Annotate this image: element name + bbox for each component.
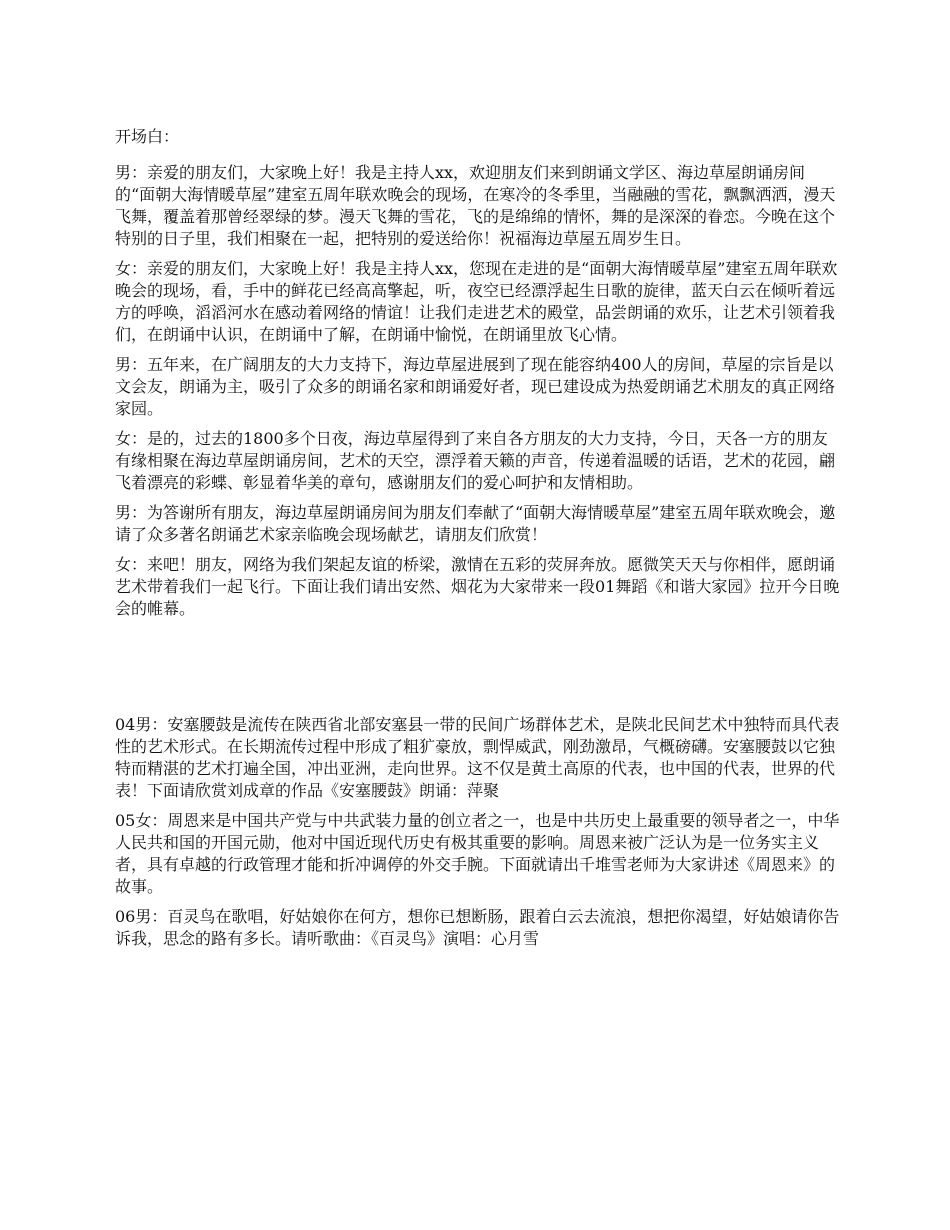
- program-paragraph-04: 04男：安塞腰鼓是流传在陕西省北部安塞县一带的民间广场群体艺术，是陕北民间艺术中独特而具代表性的艺术形式。在长期流传过程中形成了粗犷豪放，剽悍威武，刚劲激昂，气概磅礴。安塞腰鼓以它独特而精湛的艺术打遍全国，冲出亚洲，走向世界。这不仅是黄土高原的代表，也中国的代表，世界的代表！下面请欣赏刘成章的作品《安塞腰鼓》朗诵：萍聚: [115, 715, 840, 800]
- opening-paragraph-6: 女：来吧！朋友，网络为我们架起友谊的桥梁，激情在五彩的荧屏奔放。愿微笑天天与你相伴，愿朗诵艺术带着我们一起飞行。下面让我们请出安然、烟花为大家带来一段01舞蹈《和谐大家园》拉开今日晚会的帷幕。: [115, 555, 840, 618]
- opening-paragraph-1: 男：亲爱的朋友们，大家晚上好！我是主持人xx，欢迎朋友们来到朗诵文学区、海边草屋朗诵房间的“面朝大海情暖草屋”建室五周年联欢晚会的现场，在寒冷的冬季里，当融融的雪花，飘飘洒洒，漫天飞舞，覆盖着那曾经翠绿的梦。漫天飞舞的雪花，飞的是绵绵的情怀，舞的是深深的眷恋。今晚在这个特别的日子里，我们相聚在一起，把特别的爱送给你！祝福海边草屋五周岁生日。: [115, 163, 836, 248]
- opening-paragraph-3: 男：五年来，在广阔朋友的大力支持下，海边草屋进展到了现在能容纳400人的房间，草屋的宗旨是以文会友，朗诵为主，吸引了众多的朗诵名家和朗诵爱好者，现已建设成为热爱朗诵艺术朋友的真正网络家园。: [115, 355, 836, 418]
- opening-paragraph-4: 女：是的，过去的1800多个日夜，海边草屋得到了来自各方朋友的大力支持，今日，天各一方的朋友有缘相聚在海边草屋朗诵房间，艺术的天空，漂浮着天籁的声音，传递着温暖的话语，艺术的花园，翩飞着漂亮的彩蝶、彰显着华美的章句，感谢朋友们的爱心呵护和友情相助。: [115, 429, 836, 492]
- opening-paragraph-5: 男：为答谢所有朋友，海边草屋朗诵房间为朋友们奉献了“面朝大海情暖草屋”建室五周年联欢晚会，邀请了众多著名朗诵艺术家亲临晚会现场献艺，请朋友们欣赏！: [115, 503, 836, 544]
- program-paragraph-05: 05女：周恩来是中国共产党与中共武装力量的创立者之一，也是中共历史上最重要的领导者之一，中华人民共和国的开国元勋，他对中国近现代历史有极其重要的影响。周恩来被广泛认为是一位务实主义者，具有卓越的行政管理才能和折冲调停的外交手腕。下面就请出千堆雪老师为大家讲述《周恩来》的故事。: [115, 811, 840, 896]
- section-heading: 开场白：: [115, 127, 180, 146]
- document-page: [115, 118, 840, 958]
- opening-paragraph-2: 女：亲爱的朋友们，大家晚上好！我是主持人xx，您现在走进的是“面朝大海情暖草屋”建室五周年联欢晚会的现场，看，手中的鲜花已经高高擎起，听，夜空已经漂浮起生日歌的旋律，蓝天白云在倾听着远方的呼唤，滔滔河水在感动着网络的情谊！让我们走进艺术的殿堂，品尝朗诵的欢乐，让艺术引领着我们，在朗诵中认识，在朗诵中了解，在朗诵中愉悦，在朗诵里放飞心情。: [115, 259, 838, 344]
- section-spacer: [115, 628, 840, 714]
- program-paragraph-06: 06男：百灵鸟在歌唱，好姑娘你在何方，想你已想断肠，跟着白云去流浪，想把你渴望，好姑娘请你告诉我，思念的路有多长。请听歌曲：《百灵鸟》演唱：心月雪: [115, 907, 840, 948]
